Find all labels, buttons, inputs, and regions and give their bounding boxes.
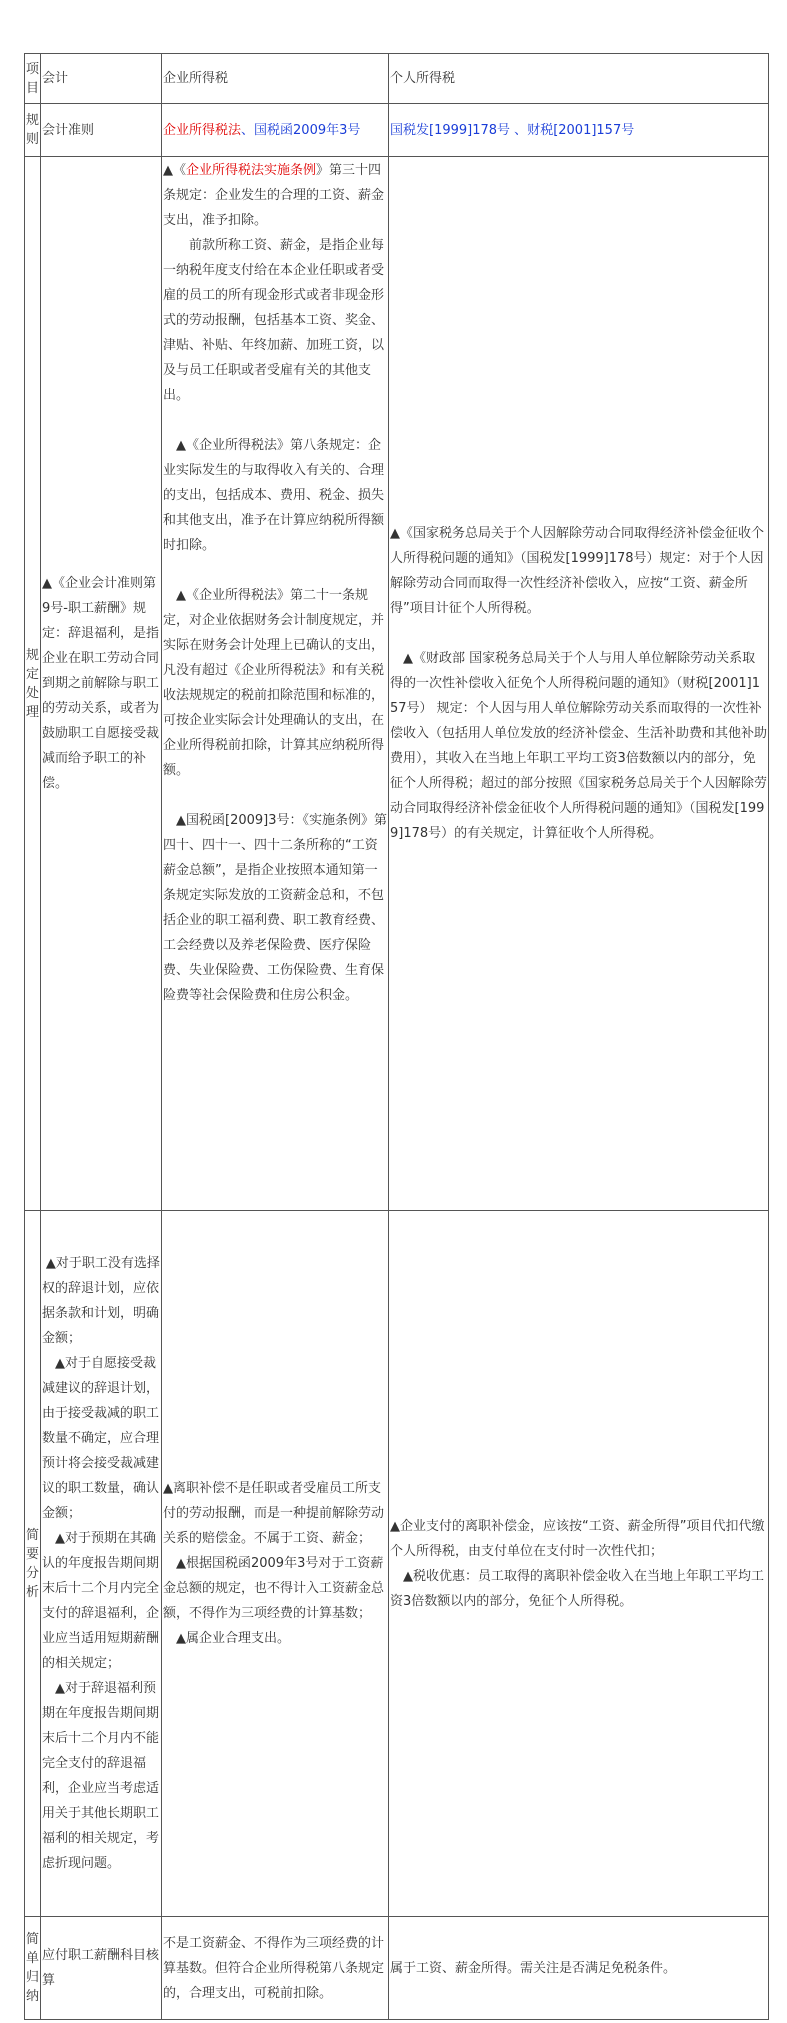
- analysis-cit-paragraph-1: ▲离职补偿不是任职或者受雇员工所支付的劳动报酬，而是一种提前解除劳动关系的赔偿金。不属于工资、薪金；: [163, 1481, 385, 1546]
- analysis-cit: [162, 1211, 389, 1917]
- rules-cit: [162, 104, 389, 157]
- summary-accounting: 应付职工薪酬科目核算: [41, 1917, 162, 2020]
- header-individual-income-tax: 个人所得税: [389, 54, 769, 104]
- analysis-accounting-paragraph-4: ▲对于辞退福利预期在年度报告期间期末后十二个月内不能完全支付的辞退福利，企业应当考虑适用关于其他长期职工福利的相关规定，考虑折现问题。: [42, 1681, 160, 1871]
- table-row-rules: [25, 104, 769, 157]
- regulations-cit-paragraph-2: 前款所称工资、薪金，是指企业每一纳税年度支付给在本企业任职或者受雇的员工的所有现金形式或者非现金形式的劳动报酬，包括基本工资、奖金、津贴、补贴、年终加薪、加班工资，以及与员工任职或者受雇有关的其他支出。: [163, 238, 385, 403]
- row-label-regulations: 规定处理: [25, 157, 41, 1211]
- spacer: [163, 783, 387, 808]
- link-caishui-2001-157[interactable]: 财税[2001]157号: [527, 122, 635, 138]
- analysis-cit-paragraph-2: ▲根据国税函2009年3号对于工资薪金总额的规定，也不得计入工资薪金总额，不得作为三项经费的计算基数；: [163, 1556, 385, 1621]
- analysis-cit-paragraph-3: ▲属企业合理支出。: [176, 1631, 290, 1646]
- analysis-accounting-paragraph-1: ▲对于职工没有选择权的辞退计划，应依据条款和计划，明确金额；: [42, 1256, 160, 1346]
- rules-iit-separator: 、: [510, 122, 528, 138]
- analysis-accounting-paragraph-3: ▲对于预期在其确认的年度报告期间期末后十二个月内完全支付的辞退福利，企业应当适用短期薪酬的相关规定；: [42, 1531, 160, 1671]
- header-item: 项目: [25, 54, 41, 104]
- table-row-summary: [25, 1917, 769, 2020]
- spacer: [163, 558, 387, 583]
- cit-p1-suffix: 》第三十四条规定：企业发生的合理的工资、薪金支出，准予扣除。: [163, 163, 385, 228]
- link-cit-law[interactable]: 企业所得税法: [163, 122, 242, 138]
- analysis-iit: [389, 1211, 769, 1917]
- row-label-analysis: 简要分析: [25, 1211, 41, 1917]
- regulations-cit: [162, 157, 389, 1211]
- analysis-accounting: [41, 1211, 162, 1917]
- link-guoshuifa-1999-178[interactable]: 国税发[1999]178号: [390, 122, 511, 138]
- table-header-row: [25, 54, 769, 104]
- row-label-summary: 简单归纳: [25, 1917, 41, 2020]
- regulations-iit-paragraph-2: ▲《财政部 国家税务总局关于个人与用人单位解除劳动关系取得的一次性补偿收入征免个人所得税问题的通知》（财税[2001]157号） 规定：个人因与用人单位解除劳动关系而取得的一次性补偿收入（包括用人单位发放的经济补偿金、生活补助费和其他补助费用），其收入在当地上年职工平均工资3倍数额以内的部分，免征个人所得税；超过的部分按照《国家税务总局关于个人因解除劳动合同取得经济补偿金征收个人所得税问题的通知》（国税发[1999]178号）的有关规定，计算征收个人所得税。: [390, 651, 768, 841]
- spacer: [163, 408, 387, 433]
- regulations-cit-paragraph-3: ▲《企业所得税法》第八条规定：企业实际发生的与取得收入有关的、合理的支出，包括成本、费用、税金、损失和其他支出，准予在计算应纳税所得额时扣除。: [163, 438, 385, 553]
- regulations-cit-paragraph-4: ▲《企业所得税法》第二十一条规定，对企业依据财务会计制度规定，并实际在财务会计处理上已确认的支出，凡没有超过《企业所得税法》和有关税收法规规定的税前扣除范围和标准的，可按企业实际会计处理确认的支出，在企业所得税前扣除，计算其应纳税所得额。: [163, 588, 385, 778]
- cit-p1-prefix: ▲《: [163, 163, 186, 178]
- header-corporate-income-tax: 企业所得税: [162, 54, 389, 104]
- rules-iit: [389, 104, 769, 157]
- row-label-rules: 规则: [25, 104, 41, 157]
- summary-iit: 属于工资、薪金所得。需关注是否满足免税条件。: [389, 1917, 769, 2020]
- rules-accounting: 会计准则: [41, 104, 162, 157]
- table-row-regulations: [25, 157, 769, 1211]
- table-row-analysis: [25, 1211, 769, 1917]
- comparison-table: [24, 53, 769, 2020]
- analysis-accounting-paragraph-2: ▲对于自愿接受裁减建议的辞退计划，由于接受裁减的职工数量不确定，应合理预计将会接受裁减建议的职工数量，确认金额；: [42, 1356, 160, 1521]
- rules-cit-separator: 、: [241, 122, 255, 138]
- regulations-cit-paragraph-5: ▲国税函[2009]3号：《实施条例》第四十、四十一、四十二条所称的“工资薪金总额”，是指企业按照本通知第一条规定实际发放的工资薪金总和，不包括企业的职工福利费、职工教育经费、工会经费以及养老保险费、医疗保险费、失业保险费、工伤保险费、生育保险费等社会保险费和住房公积金。: [163, 813, 387, 1003]
- regulations-cit-paragraph-1: [163, 158, 387, 233]
- regulations-accounting: ▲《企业会计准则第9号-职工薪酬》规定：辞退福利，是指企业在职工劳动合同到期之前解除与职工的劳动关系，或者为鼓励职工自愿接受裁减而给予职工的补偿。: [41, 157, 162, 1211]
- link-cit-implementation-regulations[interactable]: 企业所得税法实施条例: [186, 163, 317, 178]
- spacer: [390, 621, 767, 646]
- header-accounting: 会计: [41, 54, 162, 104]
- analysis-iit-paragraph-2: ▲税收优惠：员工取得的离职补偿金收入在当地上年职工平均工资3倍数额以内的部分，免征个人所得税。: [390, 1568, 764, 1609]
- analysis-iit-paragraph-1: ▲企业支付的离职补偿金，应该按“工资、薪金所得”项目代扣代缴个人所得税，由支付单位在支付时一次性代扣；: [390, 1518, 765, 1559]
- regulations-iit-paragraph-1: ▲《国家税务总局关于个人因解除劳动合同取得经济补偿金征收个人所得税问题的通知》（国税发[1999]178号）规定：对于个人因解除劳动合同而取得一次性经济补偿收入，应按“工资、薪金所得”项目计征个人所得税。: [390, 526, 764, 616]
- summary-cit: 不是工资薪金、不得作为三项经费的计算基数。但符合企业所得税第八条规定的，合理支出，可税前扣除。: [162, 1917, 389, 2020]
- link-guoshuihan-2009-3[interactable]: 国税函2009年3号: [254, 122, 361, 138]
- regulations-iit: [389, 157, 769, 1211]
